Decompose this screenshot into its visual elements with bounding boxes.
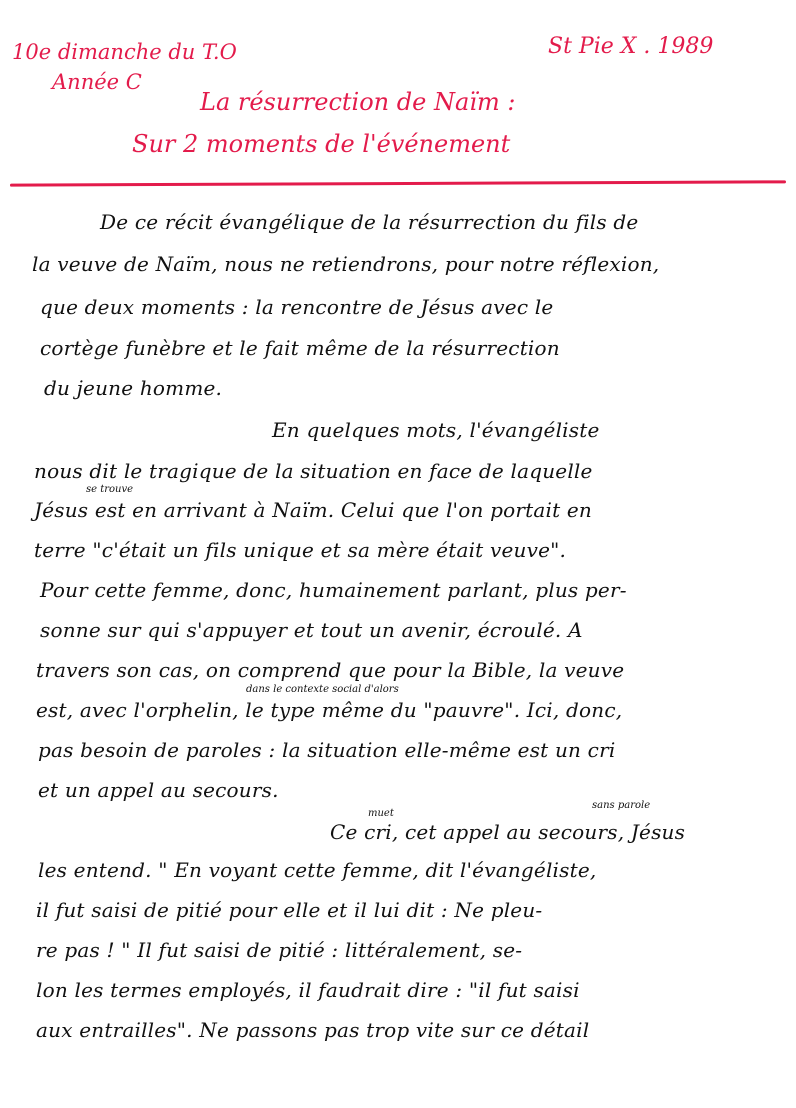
text-line: la veuve de Naïm, nous ne retiendrons, pour notre réflexion, [32,252,660,276]
inserted-phrase: sans parole [592,800,651,811]
text-line: que deux moments : la rencontre de Jésus avec le [40,295,554,319]
title-divider [10,180,786,186]
text-line: aux entrailles". Ne passons pas trop vite sur ce détail [36,1018,590,1042]
text-line: il fut saisi de pitié pour elle et il lui dit : Ne pleu- [36,898,543,922]
inserted-word: se trouve [86,484,134,495]
page-subtitle: Sur 2 moments de l'événement [132,130,511,158]
text-line: re pas ! " Il fut saisi de pitié : littéralement, se- [36,938,523,962]
header-year-label: Année C [52,70,142,94]
text-line: travers son cas, on comprend que pour la Bible, la veuve [36,658,625,682]
text-line: les entend. " En voyant cette femme, dit l'évangéliste, [38,858,597,882]
text-line: et un appel au secours. [38,778,279,802]
text-line: En quelques mots, l'évangéliste [272,418,600,442]
text-line: pas besoin de paroles : la situation elle-même est un cri [38,738,616,762]
text-line: Jésus est en arrivant à Naïm. Celui que l'on portait en [34,498,593,522]
inserted-word: muet [368,808,394,819]
text-line: lon les termes employés, il faudrait dire : "il fut saisi [36,978,580,1002]
text-line: sonne sur qui s'appuyer et tout un avenir, écroulé. A [40,618,583,642]
text-line: est, avec l'orphelin, le type même du "pauvre". Ici, donc, [36,698,623,722]
header-place-date: St Pie X . 1989 [548,34,714,59]
inserted-phrase: dans le contexte social d'alors [246,684,399,695]
text-line: Ce cri, cet appel au secours, Jésus [330,820,686,844]
header-sunday-label: 10e dimanche du T.O [12,40,237,64]
text-line: nous dit le tragique de la situation en face de laquelle [34,459,593,483]
text-line: Pour cette femme, donc, humainement parlant, plus per- [40,578,627,602]
page-title: La résurrection de Naïm : [200,88,516,116]
text-line: De ce récit évangélique de la résurrection du fils de [100,210,639,234]
text-line: cortège funèbre et le fait même de la résurrection [40,336,560,360]
text-line: terre "c'était un fils unique et sa mère était veuve". [34,538,567,562]
text-line: du jeune homme. [44,376,223,400]
